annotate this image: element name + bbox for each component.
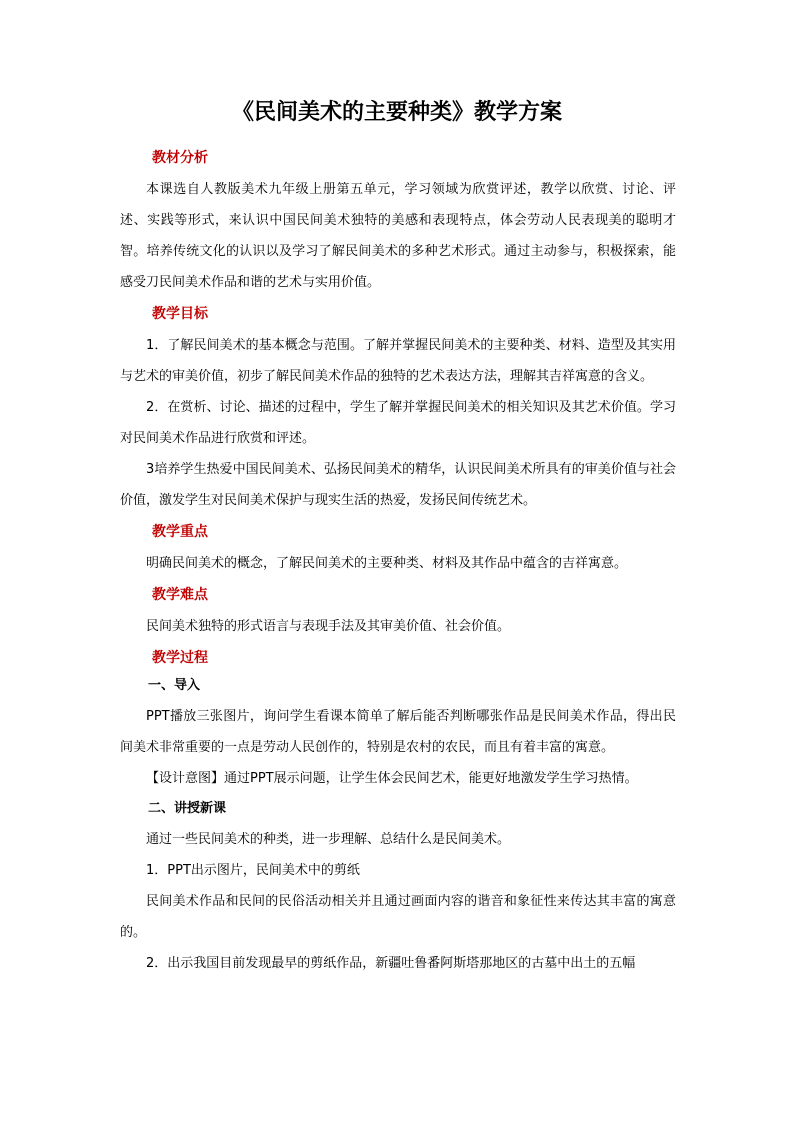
section-heading-process: 教学过程 (152, 650, 208, 666)
goals-paragraph-3: 3培养学生热爱中国民间美术、弘扬民间美术的精华，认识民间美术所具有的审美价值与社会价值，激发学生对民间美术保护与现实生活的热爱，发扬民间传统艺术。 (120, 462, 676, 508)
section-heading-difficulty: 教学难点 (152, 587, 208, 603)
goals-paragraph-1: 1．了解民间美术的基本概念与范围。了解并掌握民间美术的主要种类、材料、造型及其实用与艺术的审美价值，初步了解民间美术作品的独特的艺术表达方法，理解其吉祥寓意的含义。 (120, 338, 676, 384)
subheading-teach: 二、讲授新课 (148, 801, 227, 816)
section-heading-analysis: 教材分析 (152, 150, 208, 166)
intro-paragraph-1: PPT播放三张图片，询问学生看课本简单了解后能否判断哪张作品是民间美术作品，得出民间美术非常重要的一点是劳动人民创作的，特别是农村的农民，而且有着丰富的寓意。 (120, 709, 676, 755)
section-heading-goals: 教学目标 (152, 306, 208, 322)
teach-paragraph-3: 民间美术作品和民间的民俗活动相关并且通过画面内容的谐音和象征性来传达其丰富的寓意的。 (120, 894, 676, 940)
teach-paragraph-4: 2．出示我国目前发现最早的剪纸作品，新疆吐鲁番阿斯塔那地区的古墓中出土的五幅 (146, 956, 636, 971)
section-heading-focus: 教学重点 (152, 524, 208, 540)
analysis-paragraph: 本课选自人教版美术九年级上册第五单元，学习领域为欣赏评述，教学以欣赏、讨论、评述、实践等形式，来认识中国民间美术独特的美感和表现特点，体会劳动人民表现美的聪明才智。培养传统文化的认识以及学习了解民间美术的多种艺术形式。通过主动参与，积极探索，能感受刀民间美术作品和谐的艺术与实用价值。 (120, 182, 676, 290)
goals-paragraph-2: 2．在赏析、讨论、描述的过程中，学生了解并掌握民间美术的相关知识及其艺术价值。学习对民间美术作品进行欣赏和评述。 (120, 400, 676, 446)
document-title: 《民间美术的主要种类》教学方案 (231, 99, 562, 125)
intro-paragraph-2: 【设计意图】通过PPT展示问题，让学生体会民间艺术，能更好地激发学生学习热情。 (146, 771, 638, 786)
teach-paragraph-1: 通过一些民间美术的种类，进一步理解、总结什么是民间美术。 (146, 832, 511, 847)
subheading-intro: 一、导入 (148, 678, 201, 693)
teach-paragraph-2: 1．PPT出示图片，民间美术中的剪纸 (146, 863, 360, 878)
focus-paragraph: 明确民间美术的概念，了解民间美术的主要种类、材料及其作品中蕴含的吉祥寓意。 (146, 556, 628, 571)
difficulty-paragraph: 民间美术独特的形式语言与表现手法及其审美价值、社会价值。 (146, 619, 511, 634)
document-body (120, 146, 676, 979)
